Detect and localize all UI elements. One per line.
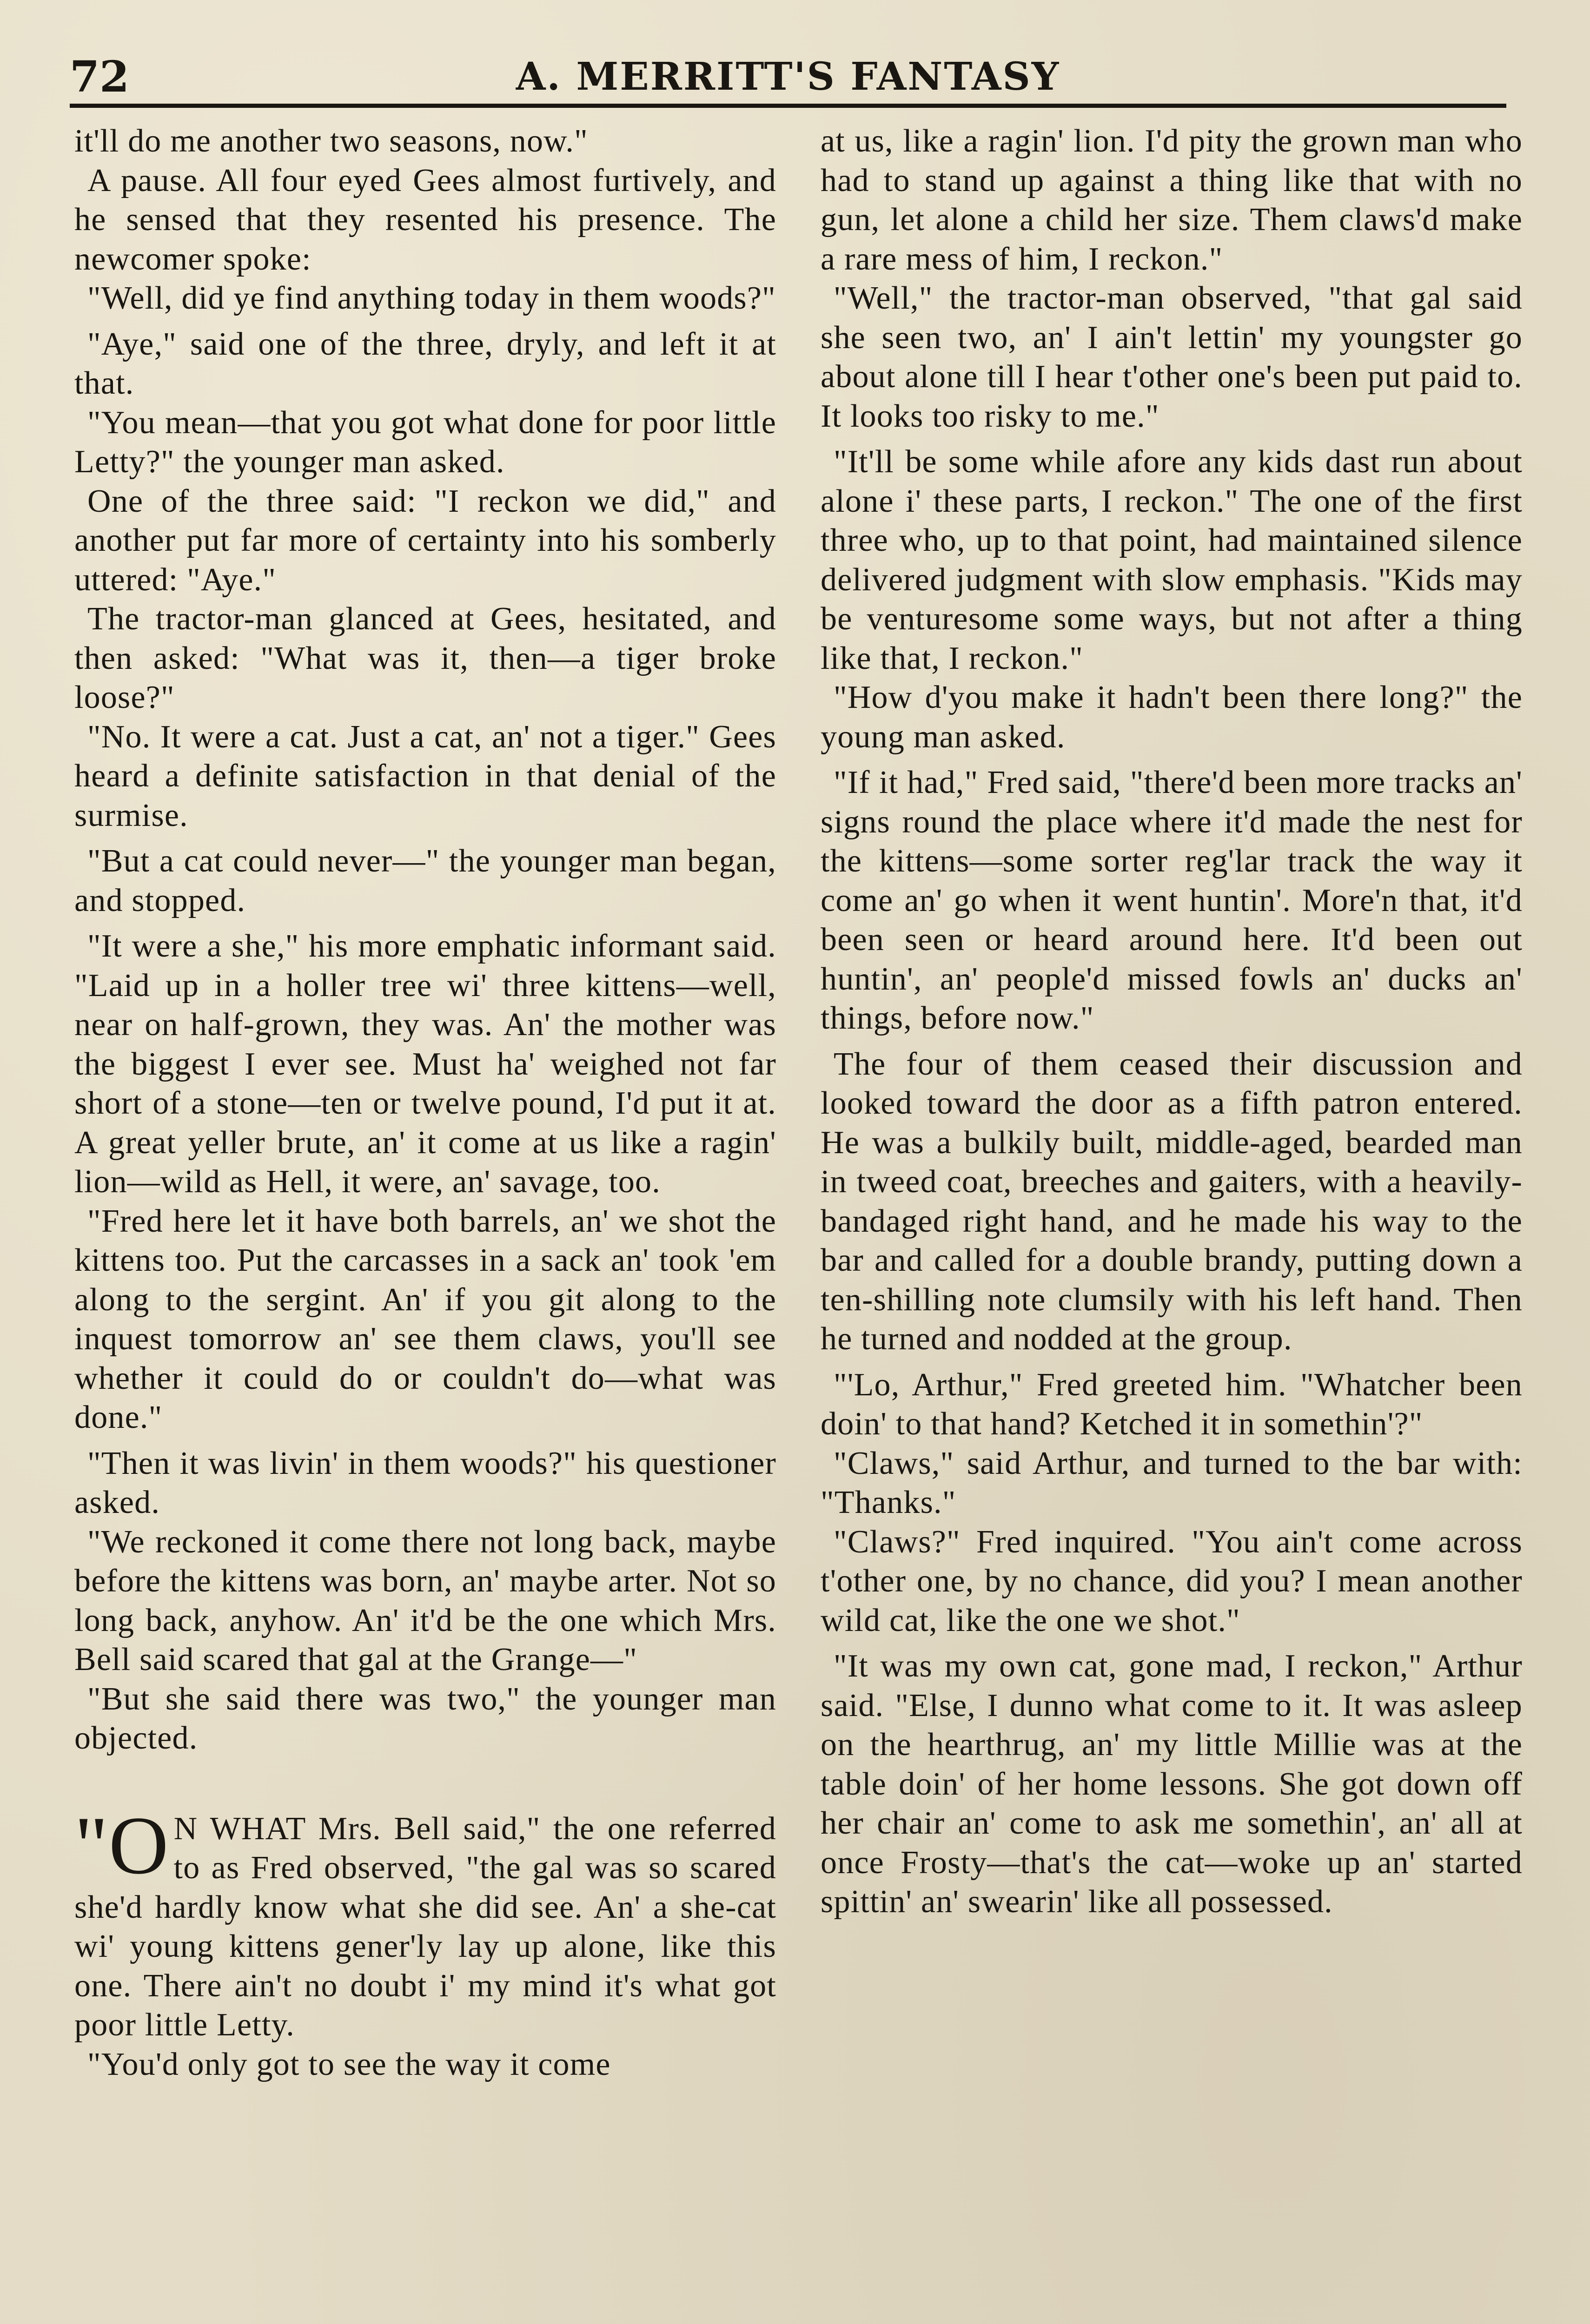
paragraph: "'Lo, Arthur," Fred greeted him. "Whatcher been doin' to that hand? Ketched it in somethin'?" [821, 1367, 1523, 1442]
drop-cap [74, 1799, 169, 1891]
paragraph: "It were a she," his more emphatic informant said. "Laid up in a holler tree wi' three kittens—well, near on half-grown, they was. An' the mother was the biggest I ever see. Must ha' weighed not far short of a stone—ten or twelve pound, I'd put it at. A great yeller brute, an' it come at us like a ragin' lion—wild as Hell, it were, an' savage, too. [74, 928, 776, 1200]
paragraph: "But she said there was two," the younger man objected. [74, 1681, 776, 1756]
paragraph: at us, like a ragin' lion. I'd pity the grown man who had to stand up against a thing like that with no gun, let alone a child her size. Them claws'd make a rare mess of him, I reckon." [821, 123, 1523, 277]
paragraph: "Fred here let it have both barrels, an' we shot the kittens too. Put the carcasses in a sack an' took 'em along to the sergint. An' if you git along to the inquest tomorrow an' see them claws, you'll see whether it could do or couldn't do—what was done." [74, 1203, 776, 1435]
paragraph: A pause. All four eyed Gees almost furtively, and he sensed that they resented his presence. The newcomer spoke: [74, 162, 776, 277]
paragraph: it'll do me another two seasons, now." [74, 123, 588, 159]
paragraph: The four of them ceased their discussion and looked toward the door as a fifth patron entered. He was a bulkily built, middle-aged, bearded man in tweed coat, breeches and gaiters, with a heavily-bandaged right hand, and he made his way to the bar and called for a double brandy, putting down a ten-shilling note clumsily with his left hand. Then he turned and nodded at the group. [821, 1046, 1523, 1357]
page-header [70, 49, 1506, 107]
paragraph: "It was my own cat, gone mad, I reckon," Arthur said. "Else, I dunno what come to it. It was asleep on the hearthrug, an' my little Millie was at the table doin' of her home lessons. She got down off her chair an' come to ask me somethin', an' all at once Frosty—that's the cat—woke up an' started spittin' an' swearin' like all possessed. [821, 1648, 1523, 1920]
paragraph: "You mean—that you got what done for poor little Letty?" the younger man asked. [74, 404, 776, 480]
drop-cap-quote: " [74, 1799, 109, 1891]
header-rule [70, 104, 1506, 108]
paragraph: "How d'you make it hadn't been there long?" the young man asked. [821, 680, 1523, 755]
paragraph: "It'll be some while afore any kids dast run about alone i' these parts, I reckon." The one of the first three who, up to that point, had maintained silence delivered judgment with slow emphasis. "Kids may be venturesome some ways, but not after a thing like that, I reckon." [821, 444, 1523, 676]
paragraph: "You'd only got to see the way it come [87, 2046, 611, 2082]
paragraph: "Well, did ye find anything today in them woods?" [87, 280, 776, 316]
paragraph: "Then it was livin' in them woods?" his questioner asked. [74, 1445, 776, 1520]
right-column [821, 122, 1523, 2324]
paragraph: "But a cat could never—" the younger man began, and stopped. [74, 843, 776, 918]
running-title: A. MERRITT'S FANTASY [516, 54, 1060, 99]
section-opening-text: N WHAT Mrs. Bell said," the one referred to as Fred observed, "the gal was so scared she'd hardly know what she did see. An' a she-cat wi' young kittens gener'ly lay up alone, like this one. There ain't no doubt i' my mind it's what got poor little Letty. [74, 1810, 776, 2043]
drop-cap-letter: O [108, 1799, 169, 1891]
paragraph: The tractor-man glanced at Gees, hesitated, and then asked: "What was it, then—a tiger broke loose?" [74, 601, 776, 715]
page-number: 72 [70, 52, 130, 102]
left-column [74, 122, 776, 2324]
paragraph: "If it had," Fred said, "there'd been more tracks an' signs round the place where it'd made the nest for the kittens—some sorter reg'lar track the way it come an' go when it went huntin'. More'n that, it'd been seen or heard around here. It'd been out huntin', an' people'd missed fowls an' ducks an' things, before now." [821, 765, 1523, 1036]
paragraph: "Claws?" Fred inquired. "You ain't come across t'other one, by no chance, did you? I mean another wild cat, like the one we shot." [821, 1524, 1523, 1638]
paragraph: "Claws," said Arthur, and turned to the bar with: "Thanks." [821, 1445, 1523, 1520]
paragraph: "We reckoned it come there not long back, maybe before the kittens was born, an' maybe arter. Not so long back, anyhow. An' it'd be the one which Mrs. Bell said scared that gal at the Grange—" [74, 1524, 776, 1677]
paragraph: "Aye," said one of the three, dryly, and left it at that. [74, 326, 776, 401]
paragraph: "Well," the tractor-man observed, "that gal said she seen two, an' I ain't lettin' my youngster go about alone till I hear t'other one's been put paid to. It looks too risky to me." [821, 280, 1523, 434]
paragraph: "No. It were a cat. Just a cat, an' not a tiger." Gees heard a definite satisfaction in that denial of the surmise. [74, 719, 776, 833]
section-opening-paragraph [74, 1799, 776, 2045]
paragraph: One of the three said: "I reckon we did," and another put far more of certainty into his somberly uttered: "Aye." [74, 483, 776, 598]
